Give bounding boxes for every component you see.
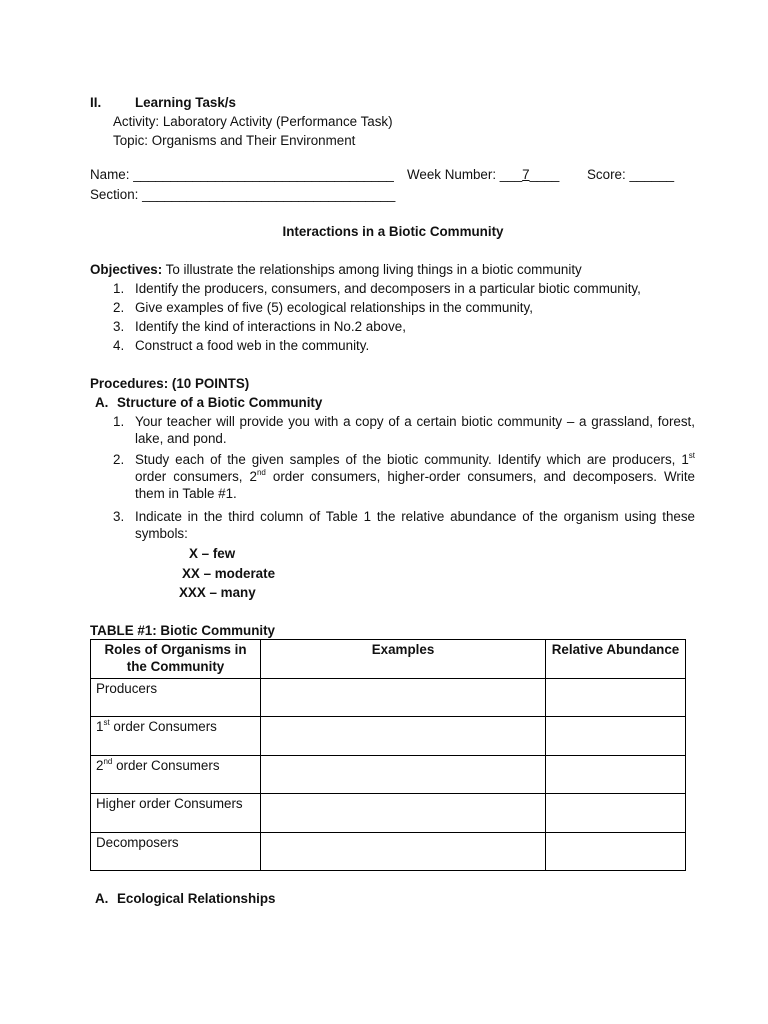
header-roles: Roles of Organisms in the Community [91, 640, 261, 679]
role-cell: Higher order Consumers [91, 794, 261, 833]
role-cell: Decomposers [91, 832, 261, 871]
examples-cell[interactable] [261, 832, 546, 871]
objective-num: 3. [113, 319, 125, 334]
score-blank: ______ [629, 167, 675, 182]
table-caption: TABLE #1: Biotic Community [90, 623, 275, 638]
week-blank-post: ____ [529, 167, 560, 182]
examples-cell[interactable] [261, 678, 546, 717]
procedures-points: : (10 POINTS) [163, 376, 250, 391]
header-examples: Examples [261, 640, 546, 679]
superscript: st [688, 451, 695, 460]
superscript: nd [103, 756, 113, 766]
table-row [91, 832, 686, 871]
superscript: nd [256, 468, 266, 477]
procedures-heading [90, 375, 249, 392]
objective-text: Identify the producers, consumers, and decomposers in a particular biotic community, [135, 281, 641, 296]
procedures-label: Procedures [90, 376, 164, 391]
step-text-part: order consumers, higher-order consumers, and decomposers. Write them in Table #1. [135, 469, 696, 501]
role-cell [91, 755, 261, 794]
step-num: 3. [113, 509, 125, 524]
next-section-letter: A. [95, 891, 109, 906]
table-row [91, 755, 686, 794]
abundance-cell[interactable] [546, 755, 686, 794]
score-field [587, 166, 674, 183]
table-row [91, 678, 686, 717]
objectives-label: Objectives: [90, 262, 163, 277]
abundance-cell[interactable] [546, 717, 686, 756]
score-label: Score: [587, 167, 626, 182]
objective-num: 4. [113, 338, 125, 353]
subsection-title: Structure of a Biotic Community [117, 395, 323, 410]
step-text-part: order consumers, 2 [135, 469, 257, 484]
table-row [91, 794, 686, 833]
objective-text: Construct a food web in the community. [135, 338, 370, 353]
objective-num: 2. [113, 300, 125, 315]
week-value: 7 [522, 167, 530, 182]
examples-cell[interactable] [261, 755, 546, 794]
objective-text: Give examples of five (5) ecological relationships in the community, [135, 300, 533, 315]
week-blank-pre: ___ [499, 167, 523, 182]
document-title: Interactions in a Biotic Community [282, 224, 504, 239]
step-text [135, 451, 695, 502]
ordinal-number: 2 [96, 757, 104, 773]
abundance-cell[interactable] [546, 794, 686, 833]
table-row [91, 717, 686, 756]
section-title: Learning Task/s [135, 95, 236, 110]
section-blank: __________________________________ [142, 187, 396, 202]
name-label: Name: [90, 167, 130, 182]
step-num: 1. [113, 414, 125, 429]
ordinal-number: 1 [96, 719, 104, 734]
section-number: II. [90, 95, 102, 110]
section-field [90, 186, 395, 203]
symbol-few: X – few [189, 546, 236, 561]
topic-line: Topic: Organisms and Their Environment [113, 133, 356, 148]
symbol-moderate: XX – moderate [182, 566, 276, 581]
section-label: Section: [90, 187, 139, 202]
week-field [407, 166, 559, 183]
next-section-title: Ecological Relationships [117, 891, 276, 906]
objectives-text: To illustrate the relationships among living things in a biotic community [162, 262, 582, 277]
week-label: Week Number: [407, 167, 497, 182]
objective-num: 1. [113, 281, 125, 296]
abundance-cell[interactable] [546, 832, 686, 871]
table-header-row [91, 640, 686, 679]
header-abundance: Relative Abundance [546, 640, 686, 679]
step-text: Indicate in the third column of Table 1 the relative abundance of the organism using these symbols: [135, 509, 695, 541]
objectives-intro [90, 261, 582, 278]
role-cell [91, 717, 261, 756]
role-text: order Consumers [109, 719, 217, 734]
name-blank: ___________________________________ [133, 167, 394, 182]
step-num: 2. [113, 452, 125, 467]
name-field [90, 166, 394, 183]
objective-text: Identify the kind of interactions in No.2 above, [135, 319, 406, 334]
step-text-part: Study each of the given samples of the biotic community. Identify which are producers, 1 [135, 452, 689, 467]
examples-cell[interactable] [261, 717, 546, 756]
activity-line: Activity: Laboratory Activity (Performance Task) [113, 114, 393, 129]
symbol-many: XXX – many [179, 585, 256, 600]
superscript: st [103, 718, 110, 727]
abundance-cell[interactable] [546, 678, 686, 717]
step-text: Your teacher will provide you with a copy of a certain biotic community – a grassland, forest, lake, and pond. [135, 414, 695, 446]
subsection-letter: A. [95, 395, 109, 410]
role-cell: Producers [91, 678, 261, 717]
examples-cell[interactable] [261, 794, 546, 833]
role-text: order Consumers [112, 757, 220, 773]
biotic-community-table [90, 639, 686, 871]
